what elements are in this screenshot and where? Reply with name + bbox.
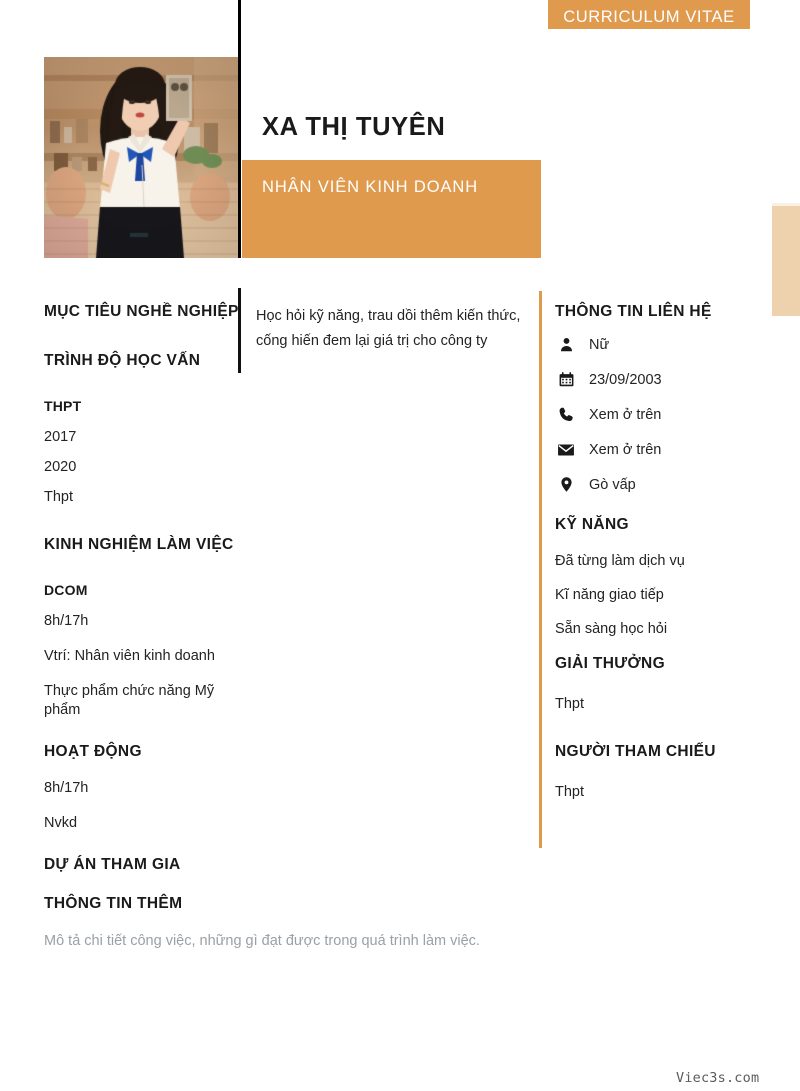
award-item: Thpt [555, 696, 585, 712]
phone-icon [555, 406, 577, 423]
contact-row-location [555, 467, 790, 502]
location-pin-icon [555, 476, 577, 493]
education-line: 2020 [44, 459, 77, 475]
contact-row-email [555, 432, 790, 467]
watermark: Viec3s.com [676, 1070, 760, 1086]
objective-body: Học hỏi kỹ năng, trau dồi thêm kiến thức, cống hiến đem lại giá trị cho công ty [256, 308, 521, 349]
experience-company: DCOM [44, 582, 88, 598]
avatar [44, 57, 239, 258]
reference-item: Thpt [555, 784, 585, 800]
curriculum-vitae-banner [548, 0, 750, 29]
contact-row-gender [555, 327, 790, 362]
curriculum-vitae-label: CURRICULUM VITAE [563, 8, 735, 26]
skill-item [555, 578, 790, 612]
contact-row-birthdate [555, 362, 790, 397]
skill-label: Sẵn sàng học hỏi [555, 620, 668, 637]
experience-line: 8h/17h [44, 613, 89, 629]
right-column [555, 300, 790, 802]
contact-value-phone: Xem ở trên [589, 406, 662, 423]
page-title: XA THỊ TUYÊN [262, 113, 446, 141]
section-title-contact: THÔNG TIN LIÊN HỆ [555, 303, 712, 320]
role-label: NHÂN VIÊN KINH DOANH [262, 178, 479, 196]
education-line: Thpt [44, 489, 74, 505]
section-title-education: TRÌNH ĐỘ HỌC VẤN [44, 352, 201, 369]
contact-value-birthdate: 23/09/2003 [589, 371, 662, 388]
contact-row-phone [555, 397, 790, 432]
skill-item [555, 612, 790, 646]
header-divider [238, 0, 241, 258]
contact-value-email: Xem ở trên [589, 441, 662, 458]
education-line: 2017 [44, 429, 77, 445]
section-title-awards: GIẢI THƯỞNG [555, 655, 666, 672]
section-title-experience: KINH NGHIỆM LÀM VIỆC [44, 536, 234, 553]
person-icon [555, 336, 577, 353]
contact-value-gender: Nữ [589, 336, 610, 353]
email-icon [555, 441, 577, 459]
skill-label: Đã từng làm dịch vụ [555, 552, 685, 569]
section-title-objective: MỤC TIÊU NGHỀ NGHIỆP [44, 303, 239, 320]
section-title-activities: HOẠT ĐỘNG [44, 743, 142, 760]
activity-line: Nvkd [44, 815, 78, 831]
activity-line: 8h/17h [44, 780, 89, 796]
section-title-references: NGƯỜI THAM CHIẾU [555, 743, 716, 760]
section-title-skills: KỸ NĂNG [555, 516, 629, 533]
experience-line: Thực phẩm chức năng Mỹ phẩm [44, 683, 215, 718]
additional-placeholder: Mô tả chi tiết công việc, những gì đạt được trong quá trình làm việc. [44, 933, 480, 949]
section-title-projects: DỰ ÁN THAM GIA [44, 856, 181, 873]
role-banner [242, 160, 541, 258]
education-school: THPT [44, 398, 82, 414]
section-title-additional: THÔNG TIN THÊM [44, 895, 183, 912]
skill-label: Kĩ năng giao tiếp [555, 586, 664, 603]
portrait-photo [44, 57, 239, 258]
skill-item [555, 544, 790, 578]
right-column-divider [539, 291, 542, 848]
contact-value-location: Gò vấp [589, 476, 636, 493]
experience-line: Vtrí: Nhân viên kinh doanh [44, 648, 215, 664]
calendar-icon [555, 371, 577, 388]
